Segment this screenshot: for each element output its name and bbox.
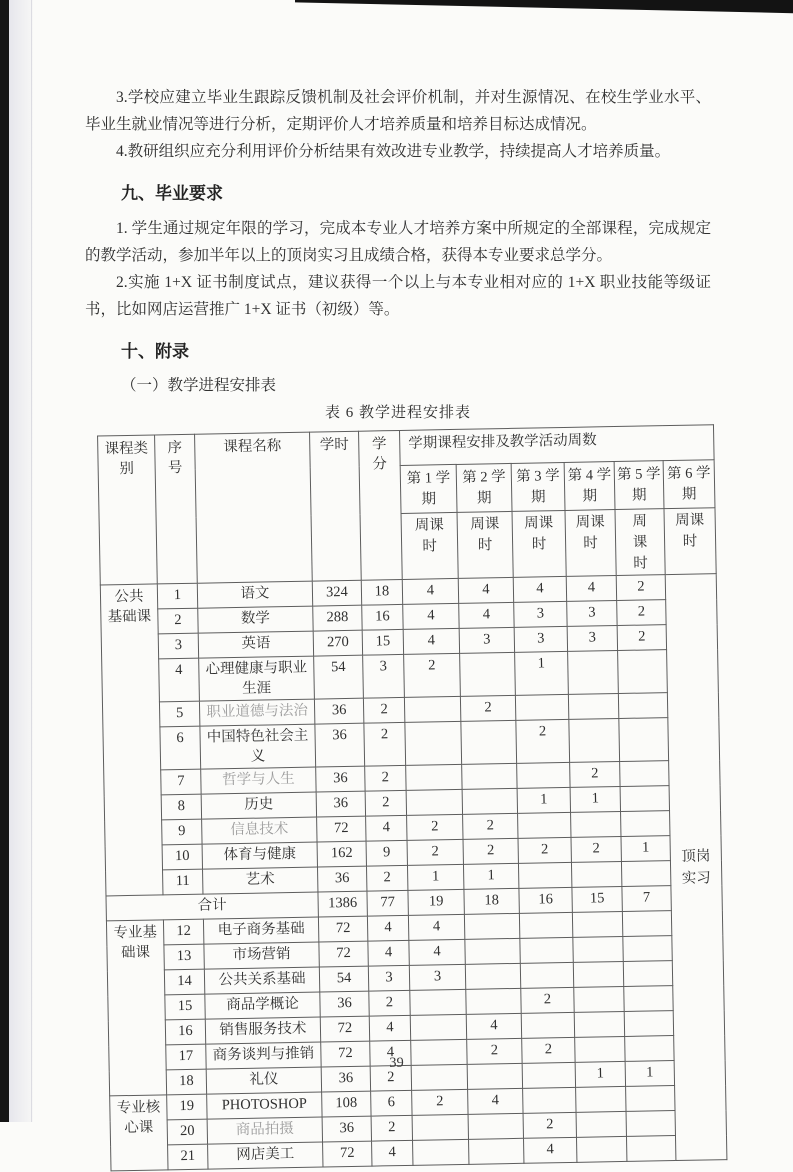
total-credits-cell: 77 bbox=[367, 890, 408, 916]
semester-4-cell: 1 bbox=[570, 786, 620, 812]
seq-cell: 3 bbox=[158, 633, 198, 659]
course-category-cell: 专业核 心课 bbox=[110, 1095, 168, 1171]
semester-1-cell bbox=[410, 989, 466, 1015]
hours-cell: 288 bbox=[313, 605, 362, 631]
semester-5-cell: 2 bbox=[617, 625, 666, 651]
seq-cell: 9 bbox=[162, 819, 202, 845]
course-name-cell: 哲学与人生 bbox=[201, 767, 316, 794]
credits-cell: 9 bbox=[366, 840, 407, 866]
total-semester-4-cell: 15 bbox=[572, 886, 622, 912]
total-hours-cell: 1386 bbox=[318, 891, 367, 917]
course-name-cell: 职业道德与法治 bbox=[199, 699, 314, 726]
semester-1-cell: 2 bbox=[412, 1089, 468, 1115]
semester-1-cell bbox=[405, 721, 462, 765]
semester-5-cell bbox=[626, 1136, 675, 1162]
semester-3-cell: 2 bbox=[518, 837, 571, 863]
course-name-cell: PHOTOSHOP bbox=[207, 1092, 322, 1119]
semester-4-cell bbox=[571, 861, 621, 887]
scan-edge-left bbox=[0, 0, 9, 1122]
seq-cell: 20 bbox=[167, 1119, 207, 1145]
semester-4-cell: 1 bbox=[575, 1061, 625, 1087]
seq-cell: 16 bbox=[165, 1019, 205, 1045]
hours-cell: 36 bbox=[316, 791, 365, 817]
hours-cell: 72 bbox=[321, 1041, 370, 1067]
semester-1-cell bbox=[406, 789, 462, 815]
semester-1-cell: 3 bbox=[409, 964, 465, 990]
course-name-cell: 历史 bbox=[201, 792, 316, 819]
semester-2-cell bbox=[466, 988, 521, 1014]
semester-5-cell bbox=[623, 936, 672, 962]
credits-cell: 18 bbox=[361, 579, 402, 605]
semester-4-cell bbox=[571, 811, 621, 837]
semester-3-cell bbox=[518, 812, 571, 838]
semester-1-cell: 1 bbox=[407, 864, 463, 890]
semester-3-cell bbox=[520, 937, 573, 963]
credits-cell: 2 bbox=[365, 790, 406, 816]
header-semester-5: 第 5 学期 bbox=[614, 461, 664, 510]
semester-3-cell bbox=[515, 694, 568, 720]
credits-cell: 6 bbox=[371, 1090, 412, 1116]
header-weekly-hours-3: 周课时 bbox=[512, 510, 566, 577]
header-weekly-hours-6: 周课时 bbox=[664, 508, 716, 575]
semester-5-cell bbox=[618, 693, 667, 719]
seq-cell: 11 bbox=[163, 869, 203, 895]
semester-4-cell bbox=[573, 936, 623, 962]
credits-cell: 16 bbox=[362, 604, 403, 630]
hours-cell: 270 bbox=[313, 630, 362, 656]
seq-cell: 18 bbox=[166, 1069, 206, 1095]
seq-cell: 2 bbox=[158, 608, 198, 634]
semester-4-cell: 2 bbox=[571, 836, 621, 862]
semester-4-cell bbox=[576, 1136, 626, 1162]
hours-cell: 54 bbox=[314, 655, 364, 699]
semester-4-cell bbox=[569, 719, 620, 763]
semester-1-cell bbox=[410, 1014, 466, 1040]
body-paragraph: 4.教研组织应充分利用评价分析结果有效改进专业教学，持续提高人才培养质量。 bbox=[116, 143, 671, 160]
semester-5-cell bbox=[619, 718, 669, 762]
header-weekly-hours-2: 周课时 bbox=[457, 511, 513, 578]
semester-1-cell bbox=[412, 1114, 468, 1140]
semester-3-cell bbox=[521, 1012, 574, 1038]
course-category-cell: 专业基 础课 bbox=[106, 920, 166, 1096]
credits-cell: 4 bbox=[372, 1140, 413, 1166]
semester-1-cell: 4 bbox=[403, 628, 459, 654]
semester-4-cell bbox=[568, 651, 619, 695]
semester-5-cell bbox=[626, 1086, 675, 1112]
semester-1-cell: 4 bbox=[408, 914, 464, 940]
semester-1-cell: 4 bbox=[409, 939, 465, 965]
header-course-category: 课程类别 bbox=[98, 435, 158, 585]
course-category-cell: 公共 基础课 bbox=[100, 584, 163, 896]
scan-edge-left-shadow bbox=[9, 0, 33, 1122]
semester-3-cell: 4 bbox=[524, 1137, 577, 1163]
seq-cell: 8 bbox=[161, 794, 201, 820]
appendix-subheading: （一）教学进程安排表 bbox=[121, 377, 277, 394]
course-name-cell: 中国特色社会主义 bbox=[200, 724, 316, 769]
semester-2-cell bbox=[469, 1138, 524, 1164]
credits-cell: 15 bbox=[362, 629, 403, 655]
credits-cell: 2 bbox=[364, 722, 406, 766]
header-semester-2: 第 2 学期 bbox=[456, 463, 512, 512]
hours-cell: 162 bbox=[317, 841, 366, 867]
semester-1-cell: 4 bbox=[403, 603, 459, 629]
seq-cell: 13 bbox=[164, 944, 204, 970]
semester-3-cell: 4 bbox=[513, 576, 566, 602]
header-weekly-hours-5: 周课时 bbox=[615, 509, 665, 576]
credits-cell: 3 bbox=[368, 965, 409, 991]
seq-cell: 15 bbox=[165, 994, 205, 1020]
document-content bbox=[85, 84, 711, 1166]
hours-cell: 36 bbox=[314, 698, 363, 724]
semester-2-cell bbox=[465, 938, 520, 964]
semester-2-cell: 1 bbox=[463, 863, 518, 889]
total-semester-2-cell: 18 bbox=[464, 888, 519, 914]
course-name-cell: 销售服务技术 bbox=[205, 1017, 320, 1044]
semester-2-cell: 2 bbox=[467, 1038, 522, 1064]
hours-cell: 36 bbox=[322, 1116, 371, 1142]
semester-2-cell: 4 bbox=[468, 1088, 523, 1114]
semester-2-cell: 2 bbox=[463, 838, 518, 864]
semester-3-cell: 2 bbox=[523, 1112, 576, 1138]
semester-2-cell: 4 bbox=[466, 1013, 521, 1039]
semester-3-cell bbox=[519, 912, 572, 938]
header-semester-1: 第 1 学期 bbox=[400, 464, 457, 513]
course-name-cell: 语文 bbox=[197, 581, 312, 608]
semester-1-cell bbox=[413, 1139, 469, 1165]
semester-1-cell: 2 bbox=[407, 814, 463, 840]
seq-cell: 10 bbox=[162, 844, 202, 870]
semester-5-cell bbox=[618, 650, 668, 694]
semester-4-cell bbox=[576, 1111, 626, 1137]
semester-2-cell: 2 bbox=[463, 813, 518, 839]
credits-cell: 4 bbox=[367, 915, 408, 941]
hours-cell: 108 bbox=[322, 1091, 371, 1117]
semester-5-cell bbox=[621, 811, 670, 837]
course-name-cell: 商品学概论 bbox=[205, 992, 320, 1019]
scan-fold-line bbox=[31, 0, 32, 1122]
course-name-cell: 网店美工 bbox=[208, 1142, 323, 1169]
credits-cell: 4 bbox=[366, 815, 407, 841]
body-paragraph: 3.学校应建立毕业生跟踪反馈机制及社会评价机制，并对生源情况、在校生学业水平、毕业生就业情况等进行分析，定期评价人才培养质量和培养目标达成情况。 bbox=[85, 89, 711, 133]
body-paragraph: 2.实施 1+X 证书制度试点，建议获得一个以上与本专业相对应的 1+X 职业技能等级证书，比如网店运营推广 1+X 证书（初级）等。 bbox=[85, 274, 711, 318]
total-semester-5-cell: 7 bbox=[622, 886, 671, 912]
hours-cell: 36 bbox=[320, 991, 369, 1017]
semester-1-cell bbox=[404, 696, 460, 722]
course-name-cell: 信息技术 bbox=[202, 817, 317, 844]
semester-4-cell bbox=[574, 1011, 624, 1037]
total-label-cell: 合计 bbox=[106, 892, 318, 921]
semester-2-cell: 3 bbox=[459, 627, 514, 653]
semester-3-cell bbox=[523, 1087, 576, 1113]
header-weekly-hours-4: 周课时 bbox=[565, 510, 616, 577]
semester-3-cell: 3 bbox=[514, 626, 567, 652]
header-semester-6: 第 6 学期 bbox=[663, 460, 715, 509]
scan-edge-top bbox=[295, 0, 793, 15]
semester-3-cell: 1 bbox=[515, 651, 569, 695]
seq-cell: 1 bbox=[157, 583, 197, 609]
semester-2-cell bbox=[462, 788, 517, 814]
semester-5-cell bbox=[620, 786, 669, 812]
semester-5-cell: 2 bbox=[617, 600, 666, 626]
course-name-cell: 礼仪 bbox=[206, 1067, 321, 1094]
header-hours: 学时 bbox=[310, 431, 362, 581]
semester-5-cell bbox=[622, 911, 671, 937]
total-semester-1-cell: 19 bbox=[408, 889, 464, 915]
table-caption: 表 6 教学进程安排表 bbox=[324, 405, 471, 421]
semester-3-cell: 3 bbox=[514, 601, 567, 627]
section-heading-appendix: 十、附录 bbox=[121, 342, 189, 361]
semester-4-cell: 4 bbox=[566, 576, 616, 602]
semester-4-cell bbox=[576, 1086, 626, 1112]
hours-cell: 72 bbox=[317, 816, 366, 842]
course-name-cell: 体育与健康 bbox=[202, 842, 317, 869]
credits-cell: 2 bbox=[365, 765, 406, 791]
semester-3-cell bbox=[517, 762, 570, 788]
semester-3-cell: 1 bbox=[517, 787, 570, 813]
hours-cell: 72 bbox=[323, 1141, 372, 1167]
hours-cell: 72 bbox=[318, 916, 367, 942]
course-name-cell: 商务谈判与推销 bbox=[206, 1042, 321, 1069]
semester-5-cell bbox=[620, 761, 669, 787]
semester-5-cell: 2 bbox=[616, 575, 665, 601]
semester-3-cell: 2 bbox=[522, 1037, 575, 1063]
credits-cell: 4 bbox=[369, 1015, 410, 1041]
header-course-name: 课程名称 bbox=[195, 432, 313, 583]
hours-cell: 72 bbox=[320, 1016, 369, 1042]
semester-4-cell: 3 bbox=[567, 601, 617, 627]
credits-cell: 3 bbox=[363, 654, 405, 698]
semester-1-cell: 2 bbox=[404, 653, 461, 697]
header-semester-3: 第 3 学期 bbox=[511, 462, 565, 511]
seq-cell: 17 bbox=[166, 1044, 206, 1070]
header-weekly-hours-1: 周课时 bbox=[401, 512, 458, 579]
page-number: 39 bbox=[389, 1055, 404, 1071]
semester-4-cell: 2 bbox=[570, 761, 620, 787]
credits-cell: 2 bbox=[363, 697, 404, 723]
course-name-cell: 电子商务基础 bbox=[203, 917, 318, 944]
credits-cell: 2 bbox=[366, 865, 407, 891]
semester-2-cell bbox=[460, 652, 516, 696]
seq-cell: 5 bbox=[159, 701, 199, 727]
course-name-cell: 商品拍摄 bbox=[207, 1117, 322, 1144]
semester-2-cell bbox=[468, 1113, 523, 1139]
seq-cell: 4 bbox=[159, 658, 200, 702]
course-name-cell: 艺术 bbox=[203, 867, 318, 894]
semester-4-cell bbox=[572, 911, 622, 937]
seq-cell: 7 bbox=[161, 769, 201, 795]
section-heading-graduation: 九、毕业要求 bbox=[121, 184, 223, 203]
semester-4-cell bbox=[568, 694, 618, 720]
semester-1-cell: 2 bbox=[407, 839, 463, 865]
semester-5-cell bbox=[624, 1011, 673, 1037]
course-name-cell: 心理健康与职业生涯 bbox=[199, 656, 315, 701]
seq-cell: 12 bbox=[163, 919, 203, 945]
table-body bbox=[100, 574, 727, 1171]
credits-cell: 2 bbox=[370, 1065, 411, 1091]
internship-note-cell: 顶岗 实习 bbox=[665, 574, 727, 1161]
semester-5-cell bbox=[621, 861, 670, 887]
hours-cell: 36 bbox=[321, 1066, 370, 1092]
semester-3-cell: 2 bbox=[521, 987, 574, 1013]
semester-2-cell bbox=[462, 763, 517, 789]
semester-1-cell bbox=[406, 764, 462, 790]
hours-cell: 54 bbox=[319, 966, 368, 992]
hours-cell: 36 bbox=[316, 766, 365, 792]
semester-4-cell bbox=[573, 961, 623, 987]
semester-5-cell bbox=[624, 986, 673, 1012]
semester-2-cell: 2 bbox=[460, 695, 515, 721]
semester-3-cell: 2 bbox=[516, 719, 570, 763]
semester-2-cell bbox=[464, 913, 519, 939]
seq-cell: 21 bbox=[168, 1144, 208, 1170]
semester-5-cell bbox=[626, 1111, 675, 1137]
semester-2-cell bbox=[461, 720, 517, 764]
course-name-cell: 市场营销 bbox=[204, 942, 319, 969]
course-name-cell: 英语 bbox=[198, 631, 313, 658]
credits-cell: 4 bbox=[370, 1040, 411, 1066]
course-name-cell: 数学 bbox=[198, 606, 313, 633]
semester-5-cell bbox=[623, 961, 672, 987]
header-credits: 学分 bbox=[359, 430, 403, 580]
semester-4-cell bbox=[574, 986, 624, 1012]
header-semester-group: 学期课程安排及教学活动周数 bbox=[400, 425, 715, 466]
header-seq-no: 序号 bbox=[155, 434, 198, 584]
header-semester-4: 第 4 学期 bbox=[564, 462, 615, 511]
semester-2-cell: 4 bbox=[459, 602, 514, 628]
body-paragraph: 1. 学生通过规定年限的学习，完成本专业人才培养方案中所规定的全部课程，完成规定的教学活动，参加半年以上的顶岗实习且成绩合格，获得本专业要求总学分。 bbox=[85, 220, 711, 264]
total-semester-3-cell: 16 bbox=[519, 887, 572, 913]
semester-5-cell: 1 bbox=[621, 836, 670, 862]
credits-cell: 2 bbox=[371, 1115, 412, 1141]
hours-cell: 324 bbox=[312, 580, 361, 606]
semester-1-cell: 4 bbox=[402, 578, 458, 604]
credits-cell: 2 bbox=[369, 990, 410, 1016]
semester-5-cell: 1 bbox=[625, 1061, 674, 1087]
semester-2-cell bbox=[465, 963, 520, 989]
seq-cell: 14 bbox=[164, 969, 204, 995]
semester-2-cell: 4 bbox=[458, 577, 513, 603]
seq-cell: 6 bbox=[160, 726, 201, 770]
semester-3-cell bbox=[518, 862, 571, 888]
semester-3-cell bbox=[520, 962, 573, 988]
course-name-cell: 公共关系基础 bbox=[204, 967, 319, 994]
hours-cell: 36 bbox=[317, 866, 366, 892]
credits-cell: 4 bbox=[368, 940, 409, 966]
seq-cell: 19 bbox=[167, 1094, 207, 1120]
hours-cell: 72 bbox=[319, 941, 368, 967]
hours-cell: 36 bbox=[315, 723, 365, 767]
semester-4-cell: 3 bbox=[567, 626, 617, 652]
